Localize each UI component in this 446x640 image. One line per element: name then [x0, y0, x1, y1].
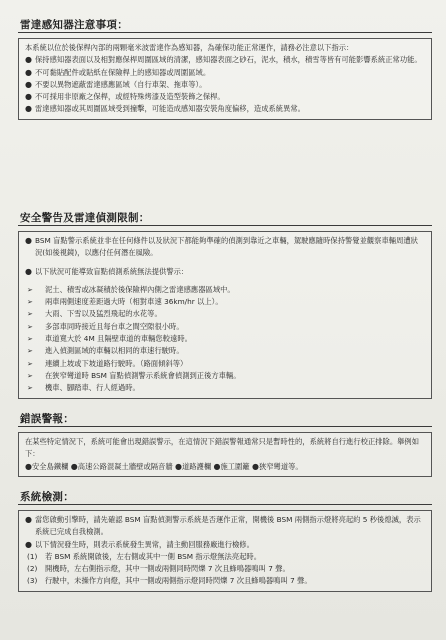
system-check-box — [18, 510, 432, 592]
bullet-icon: ● — [251, 461, 259, 471]
bullet-icon: ● — [25, 461, 32, 471]
false-alarm-section — [18, 412, 432, 477]
arrow-icon: ➢ — [27, 285, 33, 294]
bullet-item: ● 不可採用非原廠之保桿，或經特殊烤漆及造型裝飾之保桿。 — [25, 91, 425, 103]
limitation-item: ➢ 泥土、積雪或冰凝積於後保險桿內側之雷達感應器區域中。 — [25, 284, 425, 296]
bullet-item: ● 以下狀況可能導致盲點偵測系統無法提供警示： — [25, 266, 425, 278]
arrow-icon: ➢ — [27, 298, 33, 307]
bullet-icon: ● — [25, 67, 32, 77]
limitation-item: ➢ 連續上坡或下坡道路行駛時。（路面傾斜等） — [25, 358, 425, 370]
false-alarm-examples: ●安全島鐵欄 ●高速公路混凝土牆壁或隔音牆 ●道路護欄 ●施工圍籬 ●狹窄彎道等。 — [25, 461, 303, 471]
bullet-item: ● 不要以異物遮蔽雷達感應區域（自行車架、拖車等）。 — [25, 79, 425, 91]
bullet-icon: ● — [25, 104, 32, 114]
limitation-item: ➢ 機車、腳踏車、行人經過時。 — [25, 382, 425, 394]
bullet-item: ● 不可黏貼配件或貼紙在保險桿上的感知器或周圍區域。 — [25, 67, 425, 79]
bullet-icon: ● — [25, 515, 32, 524]
radar-notes-box — [18, 38, 432, 120]
bullet-icon: ● — [25, 236, 32, 245]
arrow-icon: ➢ — [27, 335, 33, 344]
bullet-item: ● 雷達感知器或其周圍區域受到撞擊，可能造成感知器安裝角度偏移，造成系統異常。 — [25, 103, 425, 115]
limitation-item: ➢ 進入偵測區域的車輛以相同的車速行駛時。 — [25, 345, 425, 357]
bullet-icon: ● — [174, 461, 182, 471]
arrow-icon: ➢ — [27, 310, 33, 319]
bullet-item: ● 當您啟動引擎時，請先確認 BSM 盲點偵測警示系統是否運作正常，開機後 BSM 兩側指示燈將亮起約 5 秒後熄滅，表示系統已完成自我檢測。 — [25, 514, 425, 539]
bullet-item: ● BSM 盲點警示系統並非在任何條件以及狀況下都能夠準確的偵測到靠近之車輛，駕駛應隨時保持警覺並觀察車輛周遭狀況(如後視鏡)，以應付任何潛在風險。 — [25, 235, 425, 260]
section-heading: 系統檢測： — [18, 490, 432, 505]
system-check-section — [18, 490, 432, 592]
section-heading: 雷達感知器注意事項： — [18, 18, 432, 33]
arrow-icon: ➢ — [27, 384, 33, 393]
false-alarm-text: 在某些特定情況下，系統可能會出現錯誤警示，在這情況下錯誤警報通常只是暫時性的，系統將自行進行校正排除。舉例如下： — [25, 437, 420, 459]
arrow-icon: ➢ — [27, 347, 33, 356]
bullet-icon: ● — [25, 266, 32, 276]
false-alarm-box — [18, 432, 432, 477]
intro-text: 本系統以位於後保桿內部的兩顆毫米波雷達作為感知器，為確保功能正常運作，請務必注意以下指示： — [25, 43, 354, 52]
numbered-item: (1) 若 BSM 系統開啟後，左右側或其中一側 BSM 指示燈無法亮起時。 — [27, 551, 262, 561]
limitation-item: ➢ 在狹窄彎道時 BSM 盲點偵測警示系統會偵測到正後方車輛。 — [25, 370, 425, 382]
section-heading: 錯誤警報： — [18, 412, 432, 427]
bullet-icon: ● — [213, 461, 221, 471]
limitation-item: ➢ 車道寬大於 4M 且隔壁車道的車輛您較遠時。 — [25, 333, 425, 345]
bullet-icon: ● — [25, 55, 32, 65]
limitation-item: ➢ 兩車兩側速度差距過大時（相對車速 36km/hr 以上）。 — [25, 296, 425, 308]
section-heading: 安全警告及雷達偵測限制： — [18, 211, 432, 226]
arrow-icon: ➢ — [27, 322, 33, 331]
bullet-icon: ● — [25, 92, 32, 102]
numbered-item: (2) 開機時，左右側指示燈，其中一側或兩側同時閃爍 7 次且蜂鳴器鳴叫 7 聲。 — [27, 564, 290, 574]
bullet-icon: ● — [25, 539, 32, 549]
limitation-item: ➢ 多部車同時接近且每台車之間空隙很小時。 — [25, 321, 425, 333]
bullet-icon: ● — [70, 461, 78, 471]
limitation-item: ➢ 大雨、下雪以及猛烈飛起的水花等。 — [25, 308, 425, 320]
bullet-icon: ● — [25, 79, 32, 89]
numbered-item: (3) 行駛中，未操作方向燈，其中一側或兩側指示燈同時閃爍 7 次且蜂鳴器鳴叫 7 聲。 — [27, 576, 312, 586]
radar-notes-section — [18, 18, 432, 120]
safety-warning-section — [18, 211, 432, 399]
bullet-item: ● 保持感知器表面以及相對應保桿周圍區域的清潔，感知器表面之砂石，泥水，積水，積雪等皆有可能影響系統正常功能。 — [25, 54, 425, 66]
safety-warning-box — [18, 231, 432, 399]
bullet-item: ● 以下情況發生時，則表示系統發生異常，請主動回服務廠進行檢修。 — [25, 539, 425, 551]
arrow-icon: ➢ — [27, 359, 33, 368]
arrow-icon: ➢ — [27, 371, 33, 380]
